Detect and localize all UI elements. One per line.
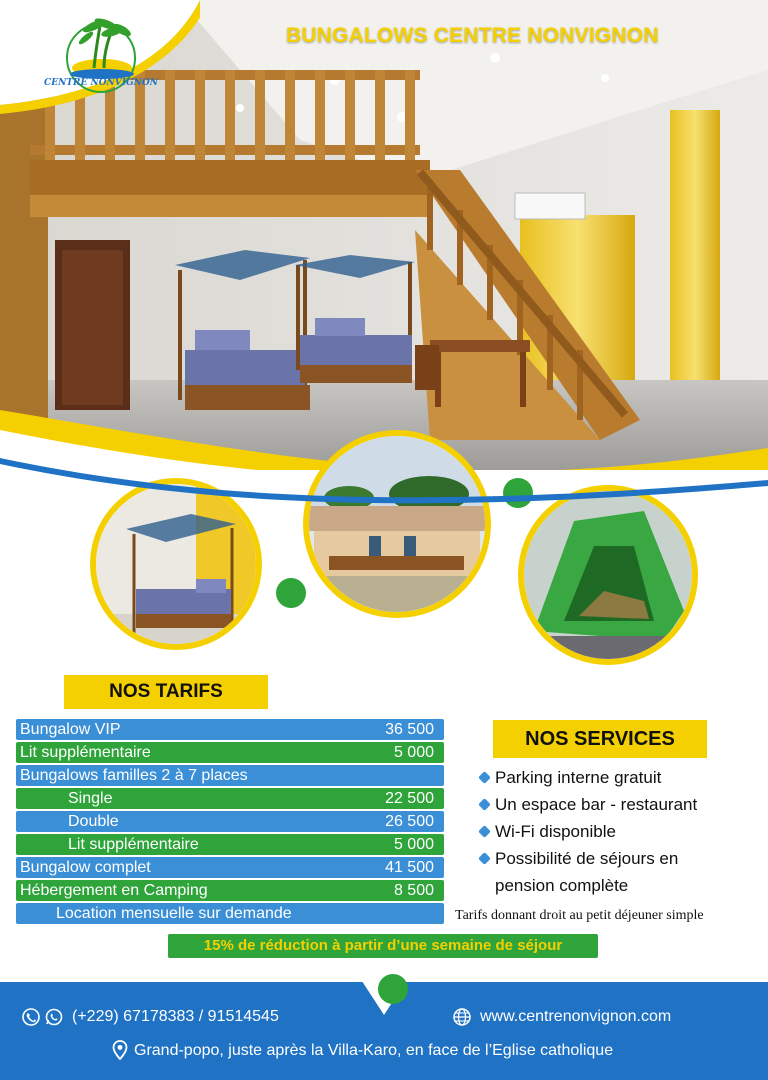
bullet-icon [478,798,491,811]
tarifs-heading: NOS TARIFS [64,675,268,709]
green-dot [378,974,408,1004]
services-heading: NOS SERVICES [493,720,707,758]
price-row: Double 26 500 [16,811,444,832]
breakfast-note: Tarifs donnant droit au petit déjeuner simple [455,908,704,923]
price-row: Lit supplémentaire 5 000 [16,742,444,763]
price-row: Bungalows familles 2 à 7 places [16,765,444,786]
address-text: Grand-popo, juste après la Villa-Karo, en face de l’Eglise catholique [134,1042,614,1059]
page-title: BUNGALOWS CENTRE NONVIGNON [286,24,659,47]
price-row: Bungalow complet 41 500 [16,857,444,878]
bullet-icon [478,825,491,838]
bullet-icon [478,771,491,784]
green-dot [276,578,306,608]
service-item: Un espace bar - restaurant [495,795,698,814]
service-item: pension complète [495,876,629,895]
service-item: Parking interne gratuit [495,768,662,787]
location-pin-icon [112,1040,128,1060]
centre-nonvignon-logo [42,8,160,108]
service-item: Possibilité de séjours en [495,849,679,868]
price-row: Bungalow VIP 36 500 [16,719,444,740]
price-row: Single 22 500 [16,788,444,809]
discount-banner: 15% de réduction à partir d’une semaine de séjour [168,934,598,958]
phone-icon [22,1008,40,1026]
camping-tent-circle-photo [518,485,698,665]
price-row: Location mensuelle sur demande [16,903,444,924]
blue-accent-wave [0,450,768,510]
globe-icon [452,1007,472,1027]
price-row: Lit supplémentaire 5 000 [16,834,444,855]
price-row: Hébergement en Camping 8 500 [16,880,444,901]
service-item: Wi-Fi disponible [495,822,616,841]
website-link[interactable]: www.centrenonvignon.com [480,1008,672,1025]
whatsapp-icon [45,1008,63,1026]
bullet-icon [478,852,491,865]
logo-text: CENTRE NONVIGNON [44,78,158,88]
phone-number[interactable]: (+229) 67178383 / 91514545 [72,1008,279,1025]
